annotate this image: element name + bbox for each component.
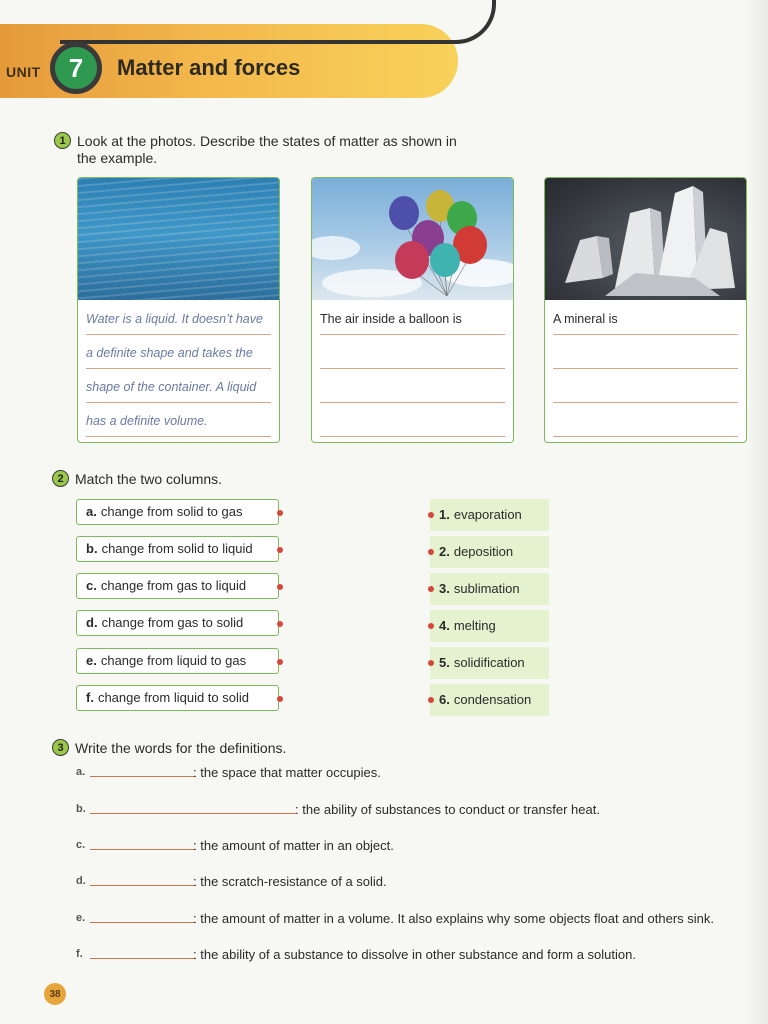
exercise-2-number: 2 (52, 470, 69, 487)
answer-line[interactable]: The air inside a balloon is (320, 312, 505, 335)
exercise-3-number: 3 (52, 739, 69, 756)
photo-card-mineral (544, 177, 747, 443)
match-right-2[interactable] (430, 536, 549, 568)
mineral-crystal-photo (545, 178, 746, 300)
definition-letter: d. (76, 875, 86, 887)
definition-letter: c. (76, 839, 86, 851)
answer-line: a definite shape and takes the (86, 346, 271, 369)
match-right-5[interactable] (430, 647, 549, 679)
item-number: 4. (439, 618, 450, 633)
definition-text: : the ability of a substance to dissolve in other substance and form a solution. (193, 947, 636, 962)
item-number: 2. (439, 544, 450, 559)
exercise-3-instruction: Write the words for the definitions. (75, 740, 287, 756)
item-letter: c. (86, 578, 97, 593)
match-dot-left[interactable] (277, 510, 283, 516)
item-text: change from solid to gas (100, 504, 243, 519)
match-dot-right[interactable] (428, 623, 434, 629)
definition-text: : the amount of matter in an object. (193, 838, 394, 853)
definition-letter: f. (76, 948, 83, 960)
item-text: melting (453, 618, 496, 633)
item-text: evaporation (453, 507, 522, 522)
match-dot-right[interactable] (428, 512, 434, 518)
answer-line: shape of the container. A liquid (86, 380, 271, 403)
item-number: 6. (439, 692, 450, 707)
unit-label: UNIT (6, 64, 41, 80)
item-text: solidification (453, 655, 525, 670)
match-left-c[interactable] (76, 573, 279, 599)
header-decorative-curve (60, 0, 496, 44)
answer-line[interactable] (553, 380, 738, 403)
definition-blank[interactable] (90, 871, 196, 886)
answer-line[interactable] (320, 380, 505, 403)
answer-line[interactable] (320, 414, 505, 437)
definition-letter: b. (76, 803, 86, 815)
page-number: 38 (44, 983, 66, 1005)
match-dot-left[interactable] (277, 584, 283, 590)
item-letter: e. (86, 653, 97, 668)
definition-text: : the space that matter occupies. (193, 765, 381, 780)
match-dot-right[interactable] (428, 586, 434, 592)
sea-water-photo (78, 178, 279, 300)
item-letter: b. (86, 541, 98, 556)
definition-blank[interactable] (90, 835, 196, 850)
item-text: change from gas to solid (101, 615, 244, 630)
exercise-1-instruction: Look at the photos. Describe the states of matter as shown in (77, 133, 457, 149)
match-dot-right[interactable] (428, 697, 434, 703)
page-title: Matter and forces (117, 55, 301, 80)
match-right-1[interactable] (430, 499, 549, 531)
match-dot-left[interactable] (277, 621, 283, 627)
match-left-e[interactable] (76, 648, 279, 674)
answer-line[interactable] (553, 346, 738, 369)
answer-line[interactable] (553, 414, 738, 437)
item-number: 1. (439, 507, 450, 522)
item-text: change from liquid to gas (100, 653, 247, 668)
definition-blank[interactable] (90, 944, 196, 959)
match-dot-left[interactable] (277, 659, 283, 665)
crystal-illustration (545, 178, 747, 300)
photo-card-balloons (311, 177, 514, 443)
balloons-illustration (312, 178, 514, 300)
item-text: sublimation (453, 581, 520, 596)
page-edge-shadow (746, 0, 768, 1024)
definition-text: : the amount of matter in a volume. It also explains why some objects float and others sink. (193, 911, 714, 926)
item-letter: d. (86, 615, 98, 630)
definition-blank[interactable] (90, 799, 296, 814)
match-left-f[interactable] (76, 685, 279, 711)
balloons-photo (312, 178, 513, 300)
photo-card-water (77, 177, 280, 443)
answer-line: has a definite volume. (86, 414, 271, 437)
match-right-3[interactable] (430, 573, 549, 605)
item-text: change from liquid to solid (97, 690, 249, 705)
item-text: change from gas to liquid (100, 578, 247, 593)
definition-blank[interactable] (90, 908, 196, 923)
answer-line[interactable]: A mineral is (553, 312, 738, 335)
definition-letter: e. (76, 912, 86, 924)
match-dot-right[interactable] (428, 660, 434, 666)
definition-blank[interactable] (90, 762, 196, 777)
match-dot-left[interactable] (277, 696, 283, 702)
match-left-a[interactable] (76, 499, 279, 525)
definition-text: : the scratch-resistance of a solid. (193, 874, 387, 889)
answer-line[interactable] (320, 346, 505, 369)
item-number: 5. (439, 655, 450, 670)
exercise-1-instruction-cont: the example. (77, 150, 158, 166)
item-text: change from solid to liquid (101, 541, 253, 556)
match-right-6[interactable] (430, 684, 549, 716)
definition-text: : the ability of substances to conduct or transfer heat. (295, 802, 600, 817)
exercise-2-instruction: Match the two columns. (75, 471, 223, 487)
match-right-4[interactable] (430, 610, 549, 642)
item-number: 3. (439, 581, 450, 596)
match-dot-right[interactable] (428, 549, 434, 555)
definition-letter: a. (76, 766, 86, 778)
answer-line: Water is a liquid. It doesn’t have (86, 312, 271, 335)
item-text: condensation (453, 692, 532, 707)
item-letter: a. (86, 504, 97, 519)
match-dot-left[interactable] (277, 547, 283, 553)
unit-number-badge: 7 (50, 42, 102, 94)
match-left-b[interactable] (76, 536, 279, 562)
match-left-d[interactable] (76, 610, 279, 636)
exercise-1-number: 1 (54, 132, 71, 149)
item-letter: f. (86, 690, 94, 705)
item-text: deposition (453, 544, 514, 559)
